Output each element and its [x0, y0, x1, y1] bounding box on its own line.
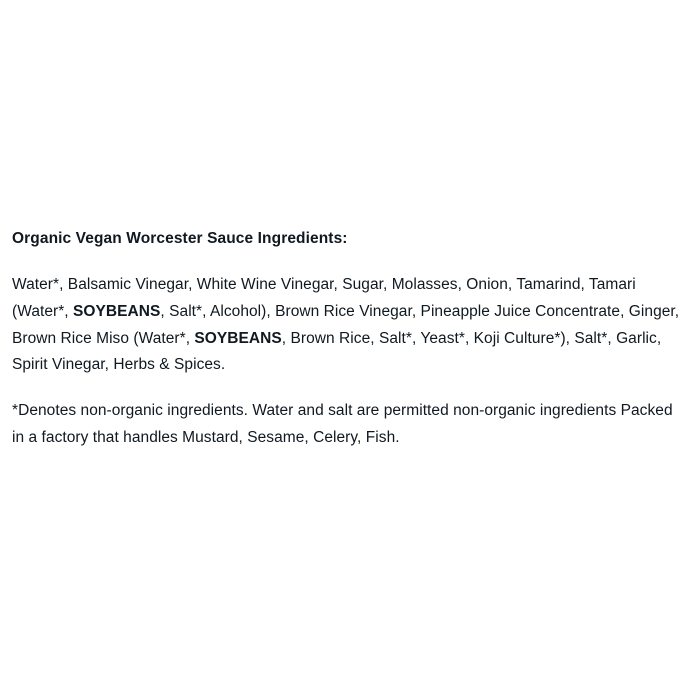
ingredients-list-paragraph: [12, 272, 688, 379]
footnote-paragraph: *Denotes non-organic ingredients. Water and salt are permitted non-organic ingredients Packed in a factory that handles Mustard, Sesame, Celery, Fish.: [12, 402, 673, 446]
allergen-soybeans-1: SOYBEANS: [73, 303, 161, 321]
ingredients-text-part-3: , Brown Rice, Salt*, Yeast*, Koji Culture*), Salt*, Garlic, Spirit Vinegar, Herbs & Spices.: [12, 329, 662, 374]
ingredients-text-part-2: , Salt*, Alcohol), Brown Rice Vinegar, Pineapple Juice Concentrate, Ginger, Brown Rice Miso (Water*,: [12, 303, 680, 347]
ingredients-content: [12, 228, 688, 451]
ingredients-heading: Organic Vegan Worcester Sauce Ingredients:: [12, 230, 348, 247]
allergen-soybeans-2: SOYBEANS: [194, 329, 282, 347]
ingredients-text-part-1: Water*, Balsamic Vinegar, White Wine Vinegar, Sugar, Molasses, Onion, Tamarind, Tamari (Water*,: [12, 276, 636, 321]
